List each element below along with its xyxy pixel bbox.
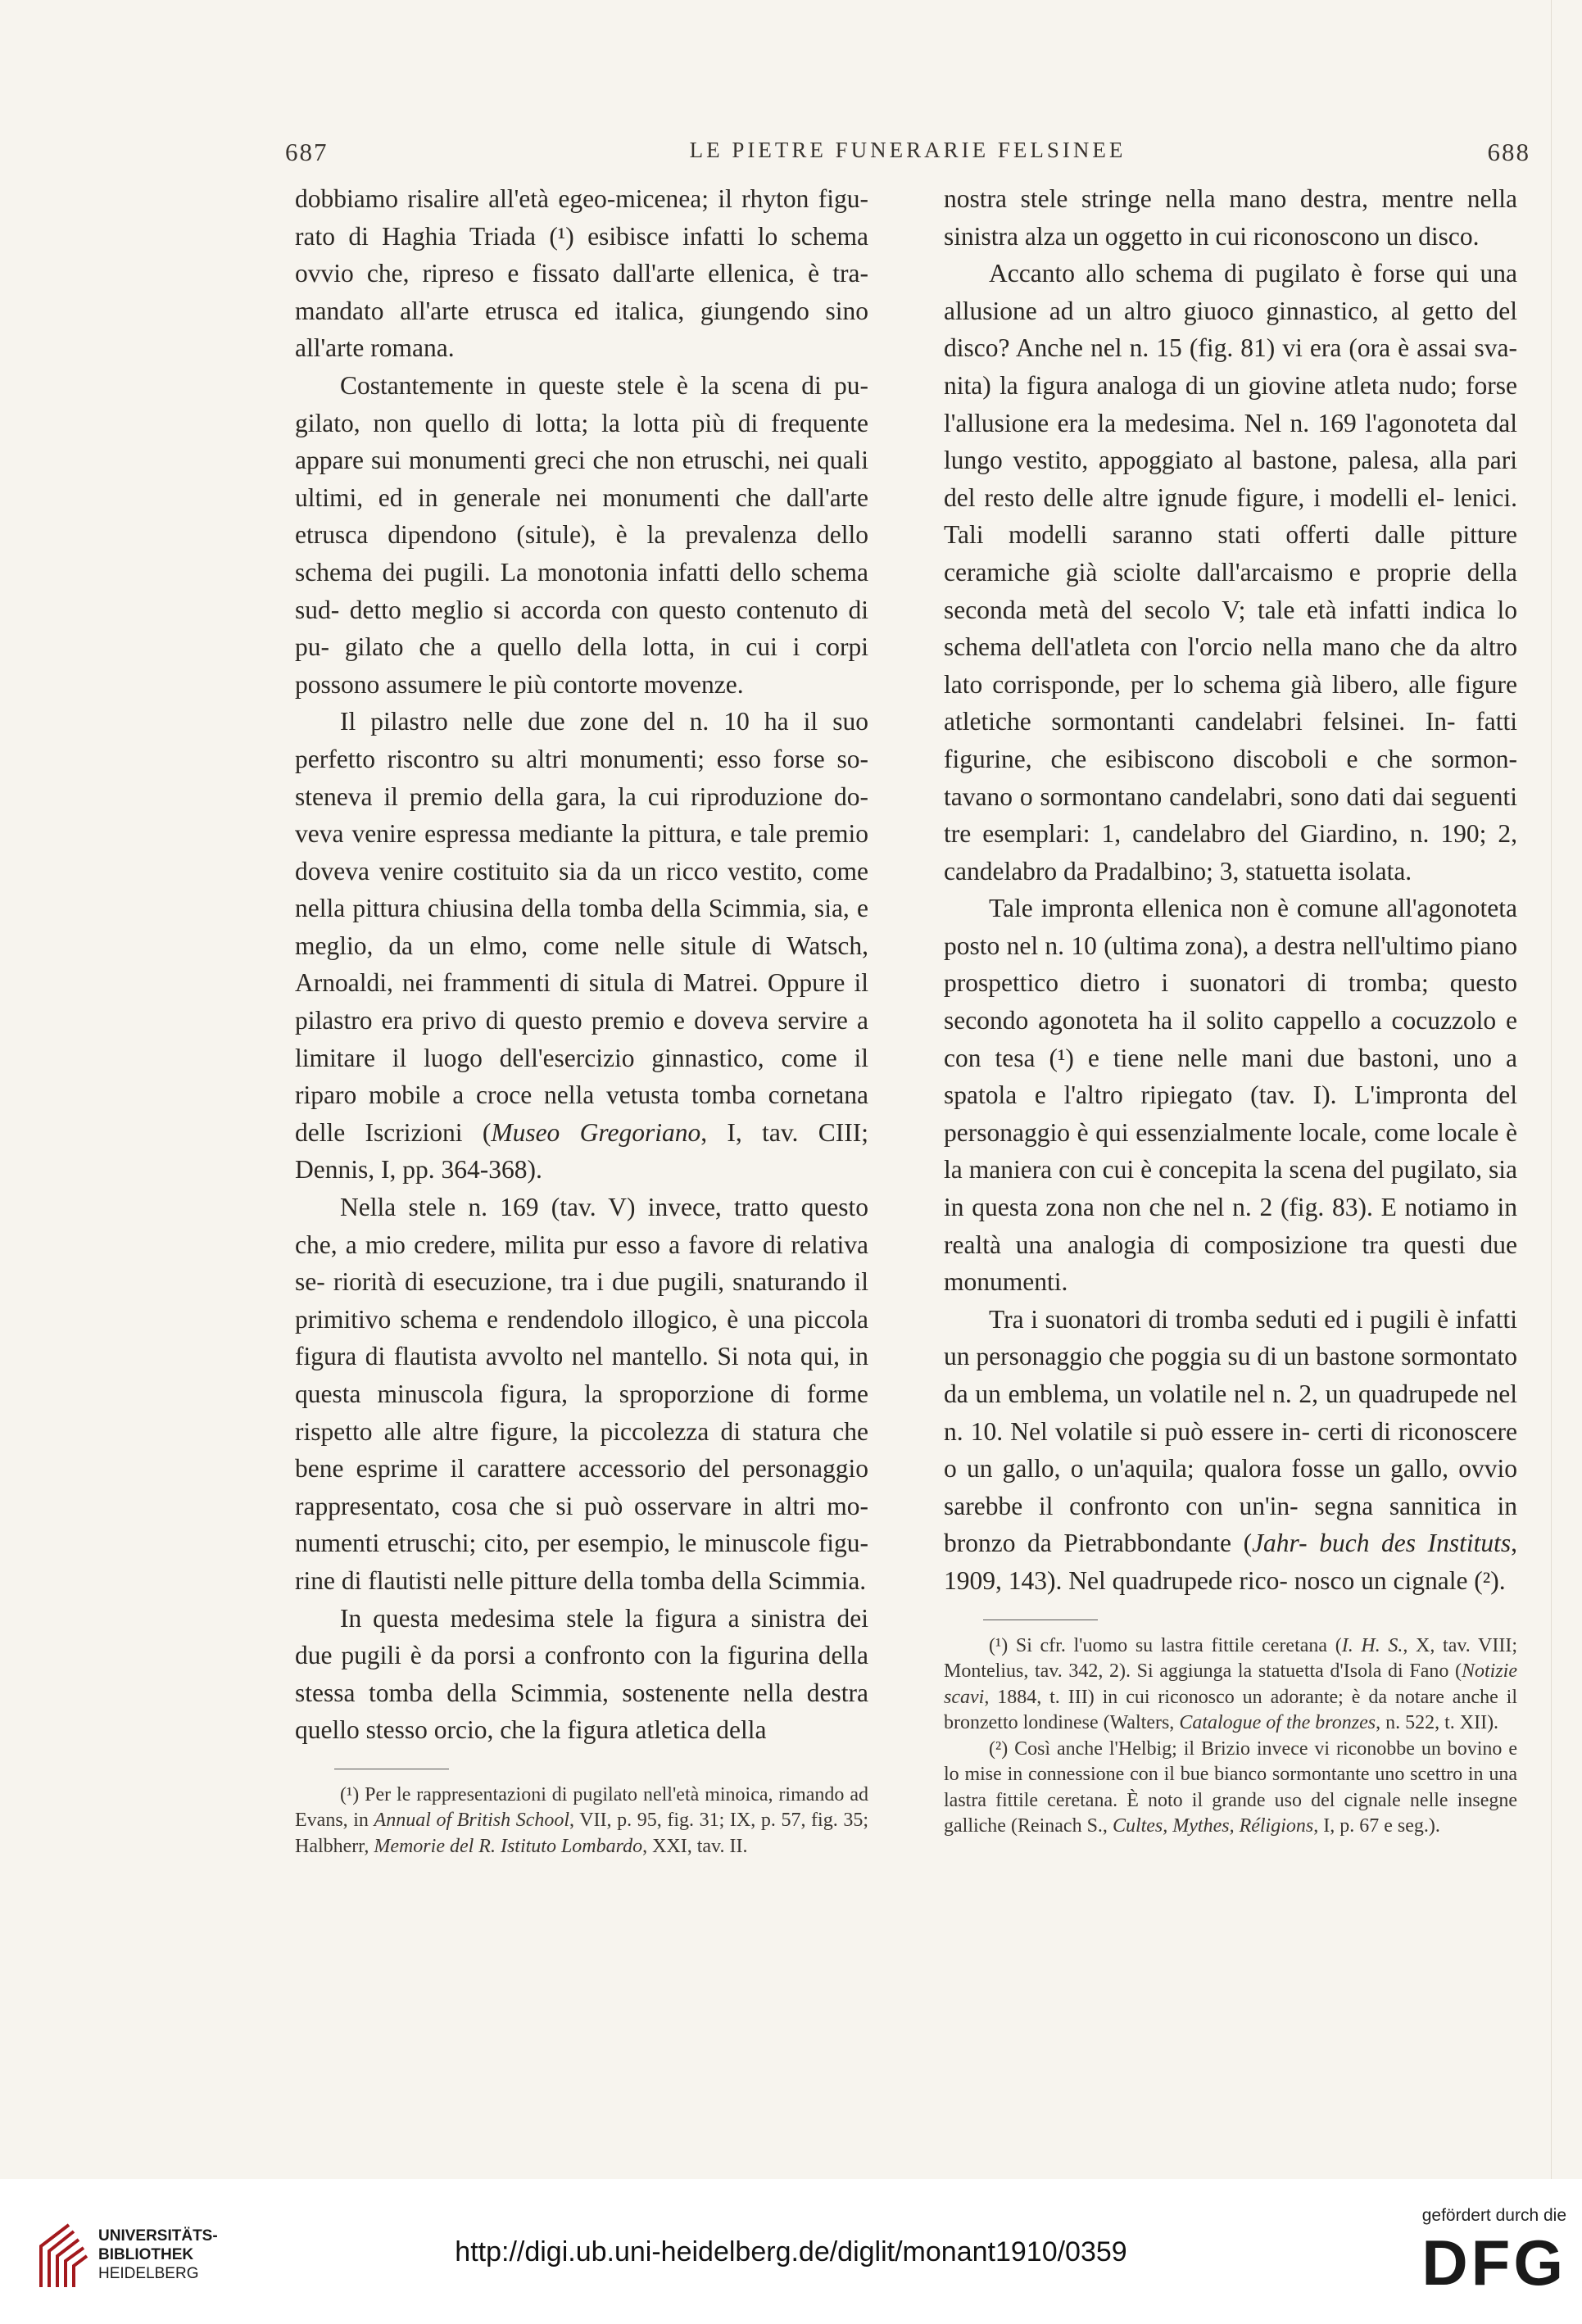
right-fn1-italic-3: Catalogue of the bronzes bbox=[1179, 1712, 1376, 1734]
right-fn2-a: (²) Così anche l'Helbig; il Brizio invece vi riconobbe un bovino e lo mise in connessione con il bue bianco sormontante uno scettro in una lastra fittile ceretana. È noto il grande uso del cignale nelle insegne galliche (Reinach S., bbox=[944, 1737, 1517, 1837]
dfg-logo: DFG bbox=[1421, 2227, 1566, 2299]
right-fn1-d: , n. 522, t. XII). bbox=[1376, 1712, 1499, 1734]
library-name-line-2: BIBLIOTHEK bbox=[98, 2246, 194, 2263]
left-fn1-c: , XXI, tav. II. bbox=[642, 1835, 748, 1857]
left-paragraph-2: Costantemente in queste stele è la scena di pu- gilato, non quello di lotta; la lotta più di frequente appare sui monumenti greci che non etruschi, nei quali ultimi, ed in generale nei monumenti che dall'arte etrusca dipendono (situle), è la prevalenza dello schema dei pugili. La monotonia infatti dello schema sud- detto meglio si accorda con questo contenuto di pu- gilato che a quello della lotta, in cui i corpi possono assumere le più contorte movenze. bbox=[295, 370, 868, 699]
right-fn1-a: (¹) Si cfr. l'uomo su lastra fittile ceretana ( bbox=[989, 1634, 1342, 1656]
right-paragraph-2: Accanto allo schema di pugilato è forse qui una allusione ad un altro giuoco ginnastico, al getto del disco? Anche nel n. 15 (fig. 81) vi era (ora è assai sva- nita) la figura analoga di un giovine atleta nudo; forse l'allusione era la medesima. Nel n. 169 l'agonoteta dal lungo vestito, appoggiato al bastone, palesa, alla pari del resto delle altre ignude figure, i modelli el- lenici. Tali modelli saranno stati offerti dalle pitture ceramiche già sciolte dall'arcaismo e proprie della seconda metà del secolo V; tale età infatti indica lo schema dell'atleta con l'orcio nella mano che da altro lato corrisponde, per lo schema già libero, alle figure atletiche sormontanti candelabri felsinei. In- fatti figurine, che esibiscono discoboli e che sormon- tavano o sormontano candelabri, sono dati dai seguenti tre esemplari: 1, candelabro del Giardino, n. 190; 2, candelabro da Pradalbino; 3, statuetta isolata. bbox=[944, 259, 1517, 886]
left-fn1-italic-2: Memorie del R. Istituto Lombardo bbox=[374, 1835, 643, 1857]
left-footnote-1 bbox=[295, 1783, 868, 1860]
right-column bbox=[944, 180, 1517, 1840]
left-fn1-italic-1: Annual of British School bbox=[374, 1810, 570, 1832]
right-footnote-2 bbox=[944, 1737, 1517, 1840]
right-fn1-italic-2: Notizie scavi bbox=[944, 1660, 1517, 1708]
running-header bbox=[285, 138, 1530, 179]
page-number-left: 687 bbox=[285, 138, 329, 166]
left-fn1-b: , VII, p. 95, fig. 31; IX, p. 57, fig. 35; Halbherr, bbox=[295, 1810, 868, 1857]
right-p4-text-a: Tra i suonatori di tromba seduti ed i pugili è infatti un personaggio che poggia su di un bastone sormontato da un emblema, un volatile nel n. 2, un quadrupede nel n. 10. Nel volatile si può essere in- certi di riconoscere o un gallo, o un'aquila; qualora fosse un gallo, ovvio sarebbe il confronto con un'in- segna sannitica in bronzo da Pietrabbondante ( bbox=[944, 1304, 1517, 1558]
left-p3-text-b: , I, tav. CIII; Dennis, I, pp. 364-368). bbox=[295, 1117, 868, 1185]
library-name-line-3: HEIDELBERG bbox=[98, 2265, 199, 2282]
right-footnote-1 bbox=[944, 1633, 1517, 1737]
left-p3-text-a: Il pilastro nelle due zone del n. 10 ha il suo perfetto riscontro su altri monumenti; esso forse so- steneva il premio della gara, la cui riproduzione do- veva venire espressa mediante la pittura, e tale premio doveva venire costituito sia da un ricco vestito, come nella pittura chiusina della tomba della Scimmia, sia, e meglio, da un elmo, come nelle situle di Watsch, Arnoaldi, nei frammenti di situla di Matrei. Oppure il pilastro era privo di questo premio e doveva servire a limitare il luogo dell'esercizio ginnastico, come il riparo mobile a croce nella vetusta tomba cornetana delle Iscrizioni ( bbox=[295, 707, 868, 1147]
right-p4-text-b: , 1909, 143). Nel quadrupede rico- nosco un cignale (²). bbox=[944, 1529, 1517, 1595]
right-p4-italic: Jahr- buch des Instituts bbox=[1252, 1529, 1512, 1558]
running-title: LE PIETRE FUNERARIE FELSINEE bbox=[689, 138, 1126, 162]
right-paragraph-4 bbox=[944, 1301, 1517, 1600]
page-edge bbox=[1551, 0, 1552, 2179]
right-paragraph-3: Tale impronta ellenica non è comune all'agonoteta posto nel n. 10 (ultima zona), a destra nell'ultimo piano prospettico dietro i suonatori di tromba; questo secondo agonoteta ha il solito cappello a cocuzzolo e con tesa (¹) e tiene nelle mani due bastoni, uno a spatola e l'altro ripiegato (tav. I). L'impronta del personaggio è qui essenzialmente locale, come locale è la maniera con cui è concepita la scena del pugilato, sia in questa zona non che nel n. 2 (fig. 83). E notiamo in realtà una analogia di composizione tra questi due monumenti. bbox=[944, 894, 1517, 1297]
funded-by-label: gefördert durch die bbox=[1421, 2206, 1566, 2225]
right-fn1-italic-1: I. H. S. bbox=[1341, 1634, 1403, 1656]
left-paragraph-4: Nella stele n. 169 (tav. V) invece, tratto questo che, a mio credere, milita pur esso a favore di relativa se- riorità di esecuzione, tra i due pugili, snaturando il primitivo schema e rendendolo illogico, è una piccola figura di flautista avvolto nel mantello. Si nota qui, in questa minuscola figura, la sproporzione di forme rispetto alle altre figure, la piccolezza di statura che bene esprime il carattere accessorio del personaggio rappresentato, cosa che si può osservare in altri mo- numenti etruschi; cito, per esempio, le minuscole figu- rine di flautisti nelle pitture della tomba della Scimmia. bbox=[295, 1193, 868, 1595]
left-column bbox=[295, 180, 868, 1860]
page-number-right: 688 bbox=[1487, 138, 1530, 166]
right-fn1-b: , X, tav. VIII; Montelius, tav. 342, 2). Si aggiunga la statuetta d'Isola di Fano ( bbox=[944, 1634, 1517, 1683]
left-paragraph-3 bbox=[295, 703, 868, 1189]
right-paragraph-1: nostra stele stringe nella mano destra, mentre nella sinistra alza un oggetto in cui riconoscono un disco. bbox=[944, 184, 1517, 251]
left-p3-italic: Museo Gregoriano bbox=[491, 1117, 701, 1147]
right-fn1-c: , 1884, t. III) in cui riconosco un adorante; è da notare anche il bronzetto londinese (Walters, bbox=[944, 1686, 1517, 1734]
source-url-link[interactable]: http://digi.ub.uni-heidelberg.de/diglit/monant1910/0359 bbox=[455, 2236, 1127, 2267]
left-paragraph-1: dobbiamo risalire all'età egeo-micenea; il rhyton figu- rato di Haghia Triada (¹) esibisce infatti lo schema ovvio che, ripreso e fissato dall'arte ellenica, è tra- mandato all'arte etrusca ed italica, giungendo sino all'arte romana. bbox=[295, 184, 868, 363]
right-fn2-b: , I, p. 67 e seg.). bbox=[1313, 1815, 1440, 1837]
left-fn1-a: (¹) Per le rappresentazioni di pugilato nell'età minoica, rimando ad Evans, in bbox=[295, 1783, 868, 1832]
library-name-line-1: UNIVERSITÄTS- bbox=[98, 2227, 218, 2245]
left-paragraph-5: In questa medesima stele la figura a sinistra dei due pugili è da porsi a confronto con la figurina della stessa tomba della Scimmia, sostenente nella destra quello stesso orcio, che la figura atletica della bbox=[295, 1603, 868, 1745]
right-fn2-italic-1: Cultes, Mythes, Réligions bbox=[1112, 1815, 1314, 1837]
